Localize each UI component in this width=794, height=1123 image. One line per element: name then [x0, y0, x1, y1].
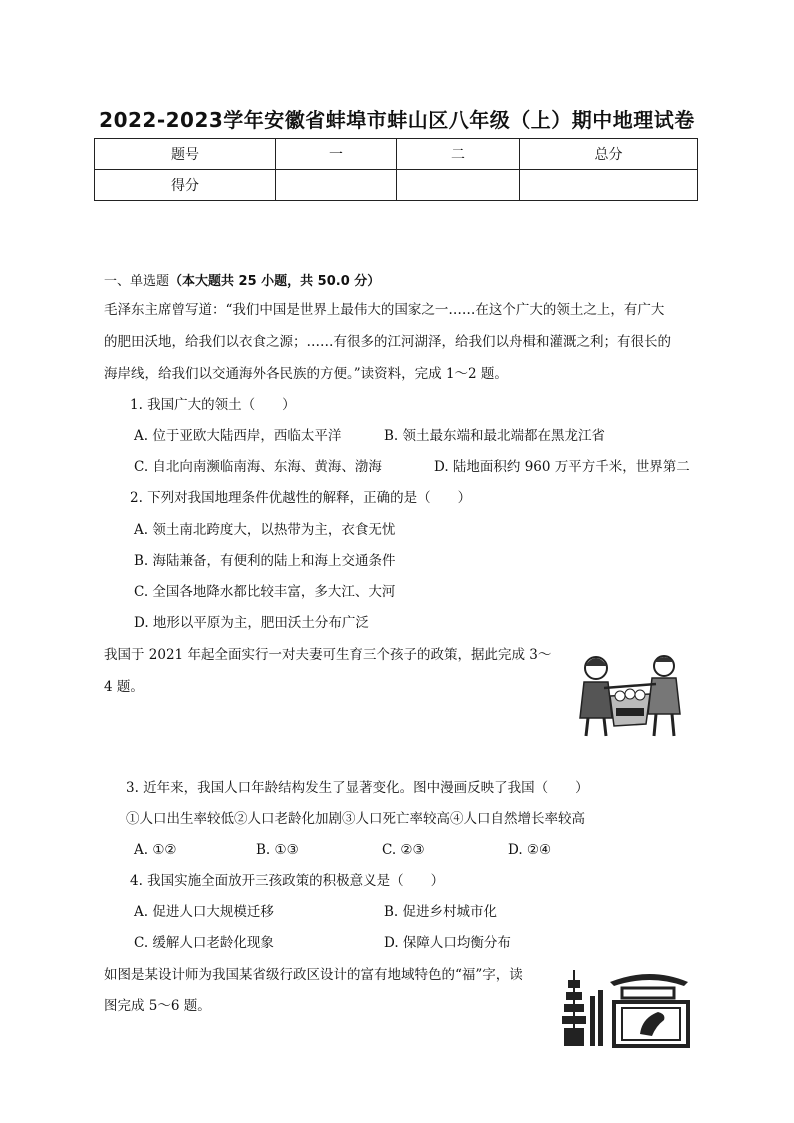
q3-option-d[interactable]: D. ②④: [508, 842, 552, 858]
score-cell: 二: [397, 139, 520, 170]
score-table: [94, 138, 698, 201]
score-cell: 题号: [95, 139, 276, 170]
q4-option-b[interactable]: B. 促进乡村城市化: [384, 904, 498, 920]
q4-option-d[interactable]: D. 保障人口均衡分布: [384, 935, 511, 951]
q4-option-a[interactable]: A. 促进人口大规模迁移: [134, 904, 274, 920]
passage-line: 毛泽东主席曾写道：“我们中国是世界上最伟大的国家之一……在这个广大的领土之上，有广大: [104, 302, 665, 318]
q3-option-c[interactable]: C. ②③: [382, 842, 425, 858]
q1-option-d[interactable]: D. 陆地面积约 960 万平方千米，世界第二: [434, 459, 690, 475]
family-cartoon-image: [566, 648, 694, 740]
passage-line: 海岸线，给我们以交通海外各民族的方便。”读资料，完成 1～2 题。: [104, 366, 508, 382]
question-3-items: ①人口出生率较低②人口老龄化加剧③人口死亡率较高④人口自然增长率较高: [126, 811, 585, 827]
q2-option-c[interactable]: C. 全国各地降水都比较丰富，多大江、大河: [134, 584, 396, 600]
score-input-cell[interactable]: [276, 170, 397, 201]
q4-option-c[interactable]: C. 缓解人口老龄化现象: [134, 935, 274, 951]
passage-line: 的肥田沃地，给我们以衣食之源；……有很多的江河湖泽，给我们以舟楫和灌溉之利；有很长的: [104, 334, 671, 350]
question-3-stem: 3. 近年来，我国人口年龄结构发生了显著变化。图中漫画反映了我国（ ）: [126, 780, 589, 796]
passage-line: 图完成 5～6 题。: [104, 998, 211, 1014]
exam-title: 2022-2023学年安徽省蚌埠市蚌山区八年级（上）期中地理试卷: [99, 108, 695, 132]
score-table-row: [95, 170, 698, 201]
score-cell: 总分: [520, 139, 698, 170]
q1-option-a[interactable]: A. 位于亚欧大陆西岸，西临太平洋: [134, 428, 342, 444]
score-table-header-row: [95, 139, 698, 170]
question-2-stem: 2. 下列对我国地理条件优越性的解释，正确的是（ ）: [130, 490, 472, 506]
q1-option-c[interactable]: C. 自北向南濒临南海、东海、黄海、渤海: [134, 459, 382, 475]
passage-line: 我国于 2021 年起全面实行一对夫妻可生育三个孩子的政策，据此完成 3～: [104, 647, 552, 663]
section-heading: [104, 270, 380, 289]
passage-line: 如图是某设计师为我国某省级行政区设计的富有地域特色的“福”字，读: [104, 967, 523, 983]
question-1-stem: 1. 我国广大的领土（ ）: [130, 397, 296, 413]
score-input-cell[interactable]: [397, 170, 520, 201]
section-note: （本大题共 25 小题，共 50.0 分）: [169, 274, 381, 289]
fu-character-design-image: [560, 966, 692, 1048]
score-cell: 得分: [95, 170, 276, 201]
section-label: 一、单选题: [104, 274, 170, 289]
q2-option-d[interactable]: D. 地形以平原为主，肥田沃土分布广泛: [134, 615, 369, 631]
q3-option-b[interactable]: B. ①③: [256, 842, 299, 858]
q3-option-a[interactable]: A. ①②: [134, 842, 177, 858]
q2-option-a[interactable]: A. 领土南北跨度大，以热带为主，衣食无忧: [134, 522, 396, 538]
q1-option-b[interactable]: B. 领土最东端和最北端都在黑龙江省: [384, 428, 606, 444]
question-4-stem: 4. 我国实施全面放开三孩政策的积极意义是（ ）: [130, 873, 445, 889]
passage-line: 4 题。: [104, 679, 144, 695]
score-input-cell[interactable]: [520, 170, 698, 201]
q2-option-b[interactable]: B. 海陆兼备，有便利的陆上和海上交通条件: [134, 553, 396, 569]
score-cell: 一: [276, 139, 397, 170]
